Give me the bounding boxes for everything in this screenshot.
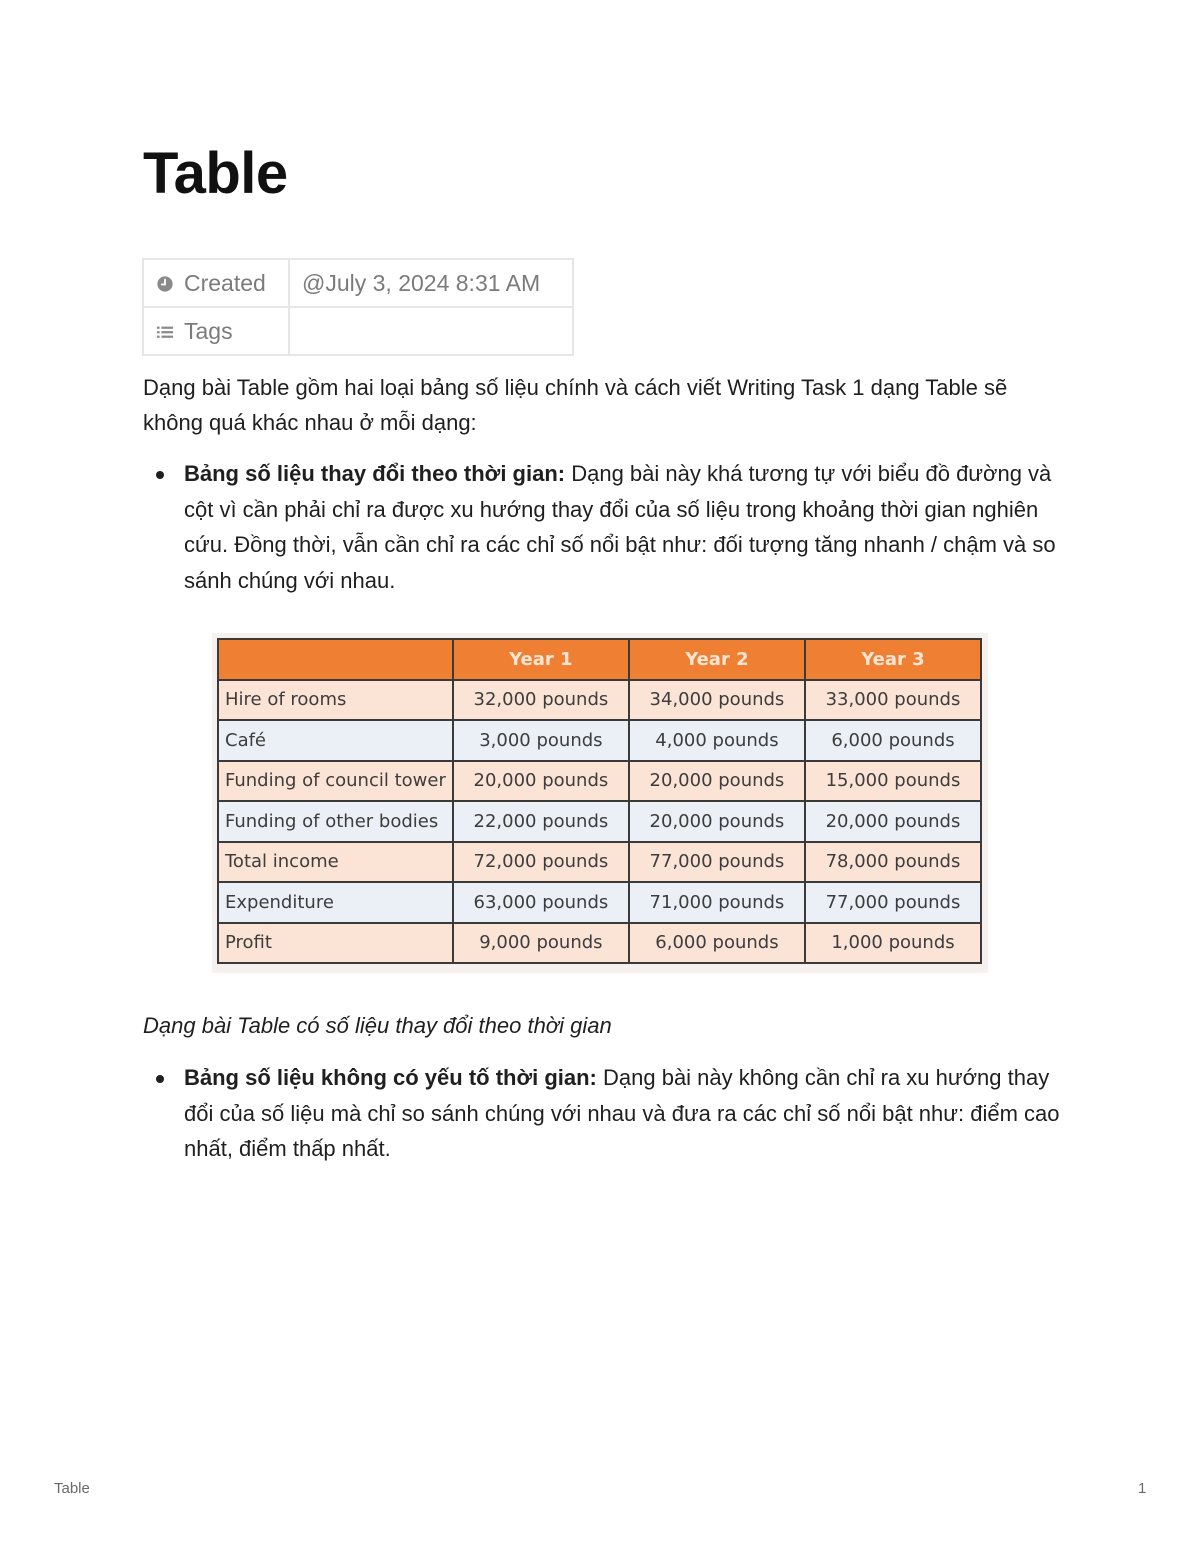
bullet-list (143, 456, 1073, 598)
table-cell: 32,000 pounds (453, 680, 629, 721)
table-cell: 3,000 pounds (453, 720, 629, 761)
table-header-row (218, 639, 981, 680)
intro-paragraph: Dạng bài Table gồm hai loại bảng số liệu chính và cách viết Writing Task 1 dạng Table sẽ không quá khác nhau ở mỗi dạng: (143, 375, 1008, 435)
table-cell: 15,000 pounds (805, 761, 981, 802)
table-cell: 77,000 pounds (629, 842, 805, 883)
property-label-tags: Tags (184, 317, 233, 344)
bullet-list (143, 1060, 1073, 1167)
row-label: Hire of rooms (218, 680, 453, 721)
bullet-text: Dạng bài này không cần chỉ ra xu hướng thay đổi của số liệu mà chỉ so sánh chúng với nhau và đưa ra các chỉ số nổi bật như: điểm cao nhất, điểm thấp nhất. (184, 1065, 1060, 1161)
footer-title: Table (54, 1480, 90, 1497)
bullet-heading: Bảng số liệu thay đổi theo thời gian: (184, 461, 566, 486)
row-label: Funding of other bodies (218, 801, 453, 842)
table-row (218, 801, 981, 842)
table-cell: 9,000 pounds (453, 923, 629, 964)
bullet-dot-icon (156, 471, 164, 479)
bullet-dot-icon (156, 1075, 164, 1083)
table-row (218, 923, 981, 964)
table-cell: 34,000 pounds (629, 680, 805, 721)
header-cell: Year 2 (629, 639, 805, 680)
header-cell: Year 1 (453, 639, 629, 680)
row-label: Café (218, 720, 453, 761)
table-cell: 77,000 pounds (805, 882, 981, 923)
table-cell: 20,000 pounds (629, 761, 805, 802)
figure-caption: Dạng bài Table có số liệu thay đổi theo thời gian (143, 1013, 612, 1038)
property-value-created[interactable]: @July 3, 2024 8:31 AM (289, 259, 573, 307)
table-cell: 20,000 pounds (805, 801, 981, 842)
table-row (218, 680, 981, 721)
table-cell: 6,000 pounds (805, 720, 981, 761)
table-cell: 1,000 pounds (805, 923, 981, 964)
property-key (143, 259, 289, 307)
list-item (143, 1060, 1073, 1167)
table-cell: 33,000 pounds (805, 680, 981, 721)
table-row (218, 720, 981, 761)
table-cell: 4,000 pounds (629, 720, 805, 761)
row-label: Expenditure (218, 882, 453, 923)
row-label: Funding of council tower (218, 761, 453, 802)
bullet-text: Dạng bài này khá tương tự với biểu đồ đường và cột vì cần phải chỉ ra được xu hướng thay đổi của số liệu trong khoảng thời gian nghiên cứu. Đồng thời, vẫn cần chỉ ra các chỉ số nổi bật như: đối tượng tăng nhanh / chậm và so sánh chúng với nhau. (184, 461, 1056, 593)
table-row (218, 761, 981, 802)
table-row (218, 882, 981, 923)
properties-table (142, 258, 574, 356)
table-cell: 71,000 pounds (629, 882, 805, 923)
list-item (143, 456, 1073, 598)
property-value-tags[interactable] (289, 307, 573, 355)
row-label: Total income (218, 842, 453, 883)
footer-page-number: 1 (1138, 1480, 1147, 1497)
table-cell: 72,000 pounds (453, 842, 629, 883)
table-cell: 20,000 pounds (453, 761, 629, 802)
table-cell: 78,000 pounds (805, 842, 981, 883)
table-cell: 20,000 pounds (629, 801, 805, 842)
bullet-heading: Bảng số liệu không có yếu tố thời gian: (184, 1065, 597, 1090)
table-cell: 63,000 pounds (453, 882, 629, 923)
header-cell: Year 3 (805, 639, 981, 680)
clock-icon (156, 275, 174, 293)
row-label: Profit (218, 923, 453, 964)
property-key (143, 307, 289, 355)
table-cell: 6,000 pounds (629, 923, 805, 964)
table-figure (212, 633, 988, 973)
page-title: Table (143, 141, 288, 206)
list-icon (156, 323, 174, 341)
header-cell (218, 639, 453, 680)
property-row-created (143, 259, 573, 307)
property-label-created: Created (184, 269, 266, 296)
table-row (218, 842, 981, 883)
income-table (217, 638, 982, 964)
property-row-tags (143, 307, 573, 355)
table-cell: 22,000 pounds (453, 801, 629, 842)
